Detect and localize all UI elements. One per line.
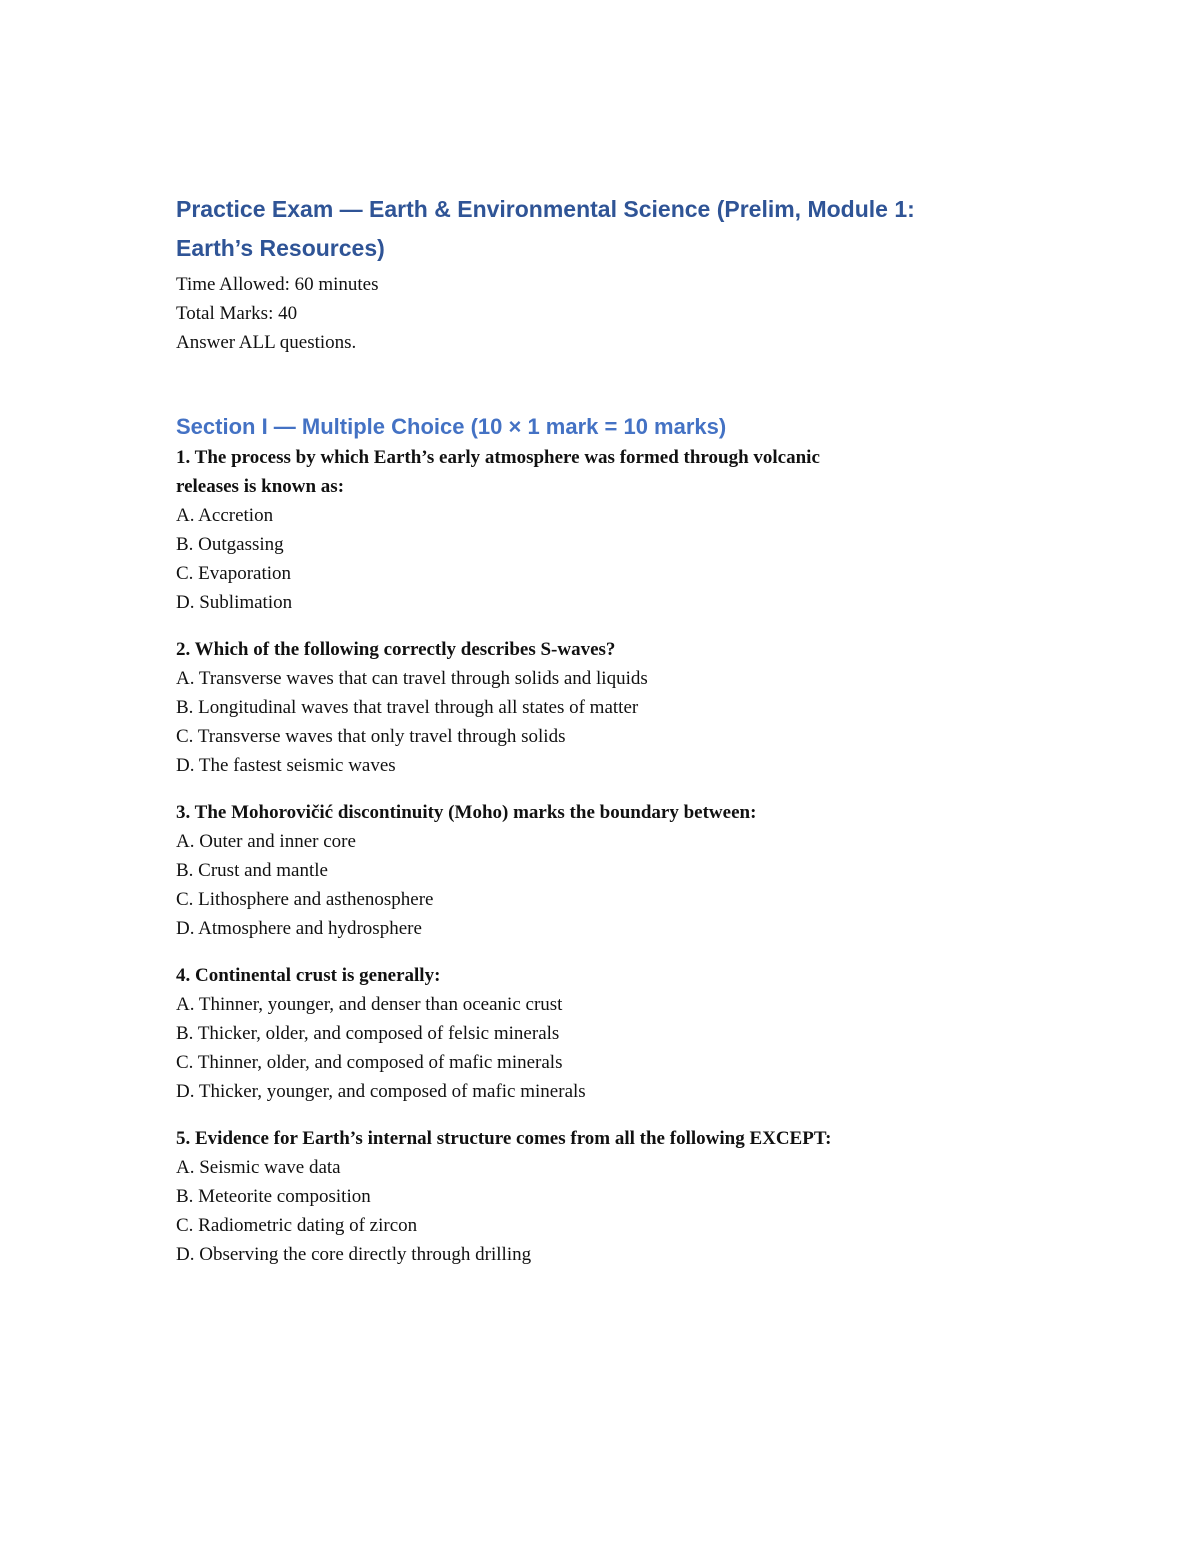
total-marks: Total Marks: 40: [176, 303, 298, 324]
question-3-option-d: D. Atmosphere and hydrosphere: [176, 918, 422, 939]
exam-page: [176, 190, 1036, 1269]
instruction: Answer ALL questions.: [176, 332, 357, 353]
exam-title-line-2: Earth’s Resources): [176, 235, 385, 261]
question-4: [176, 961, 1036, 1106]
question-2-option-d: D. The fastest seismic waves: [176, 755, 396, 776]
question-2-text: 2. Which of the following correctly describes S-waves?: [176, 639, 616, 660]
question-1-text: [176, 443, 1036, 501]
section-heading: Section I — Multiple Choice (10 × 1 mark = 10 marks): [176, 414, 727, 439]
question-1-option-c: C. Evaporation: [176, 563, 292, 584]
question-2-option-b: B. Longitudinal waves that travel through all states of matter: [176, 697, 639, 718]
exam-title-line-1: Practice Exam — Earth & Environmental Science (Prelim, Module 1:: [176, 196, 915, 222]
exam-info: [176, 270, 1036, 357]
question-1-line-1: 1. The process by which Earth’s early atmosphere was formed through volcanic: [176, 447, 820, 468]
question-4-option-b: B. Thicker, older, and composed of felsic minerals: [176, 1023, 560, 1044]
question-5: [176, 1124, 1036, 1269]
question-list: [176, 443, 1036, 1269]
question-4-option-c: C. Thinner, older, and composed of mafic minerals: [176, 1052, 563, 1073]
question-1-line-2: releases is known as:: [176, 476, 345, 497]
question-3-option-a: A. Outer and inner core: [176, 831, 356, 852]
question-2: [176, 635, 1036, 780]
question-3-option-b: B. Crust and mantle: [176, 860, 328, 881]
question-1-option-b: B. Outgassing: [176, 534, 284, 555]
question-1-option-d: D. Sublimation: [176, 592, 293, 613]
question-5-option-d: D. Observing the core directly through drilling: [176, 1244, 532, 1265]
question-2-option-a: A. Transverse waves that can travel through solids and liquids: [176, 668, 648, 689]
question-2-option-c: C. Transverse waves that only travel through solids: [176, 726, 566, 747]
question-1-option-a: A. Accretion: [176, 505, 274, 526]
question-5-text: 5. Evidence for Earth’s internal structure comes from all the following EXCEPT:: [176, 1128, 832, 1149]
exam-title: [176, 190, 1036, 268]
time-allowed: Time Allowed: 60 minutes: [176, 274, 379, 295]
question-4-option-a: A. Thinner, younger, and denser than oceanic crust: [176, 994, 563, 1015]
question-1: [176, 443, 1036, 617]
question-5-option-a: A. Seismic wave data: [176, 1157, 341, 1178]
question-3-option-c: C. Lithosphere and asthenosphere: [176, 889, 434, 910]
question-4-text: 4. Continental crust is generally:: [176, 965, 441, 986]
question-5-option-b: B. Meteorite composition: [176, 1186, 371, 1207]
question-5-option-c: C. Radiometric dating of zircon: [176, 1215, 418, 1236]
question-3: [176, 798, 1036, 943]
question-4-option-d: D. Thicker, younger, and composed of mafic minerals: [176, 1081, 586, 1102]
question-3-text: 3. The Mohorovičić discontinuity (Moho) marks the boundary between:: [176, 802, 757, 823]
